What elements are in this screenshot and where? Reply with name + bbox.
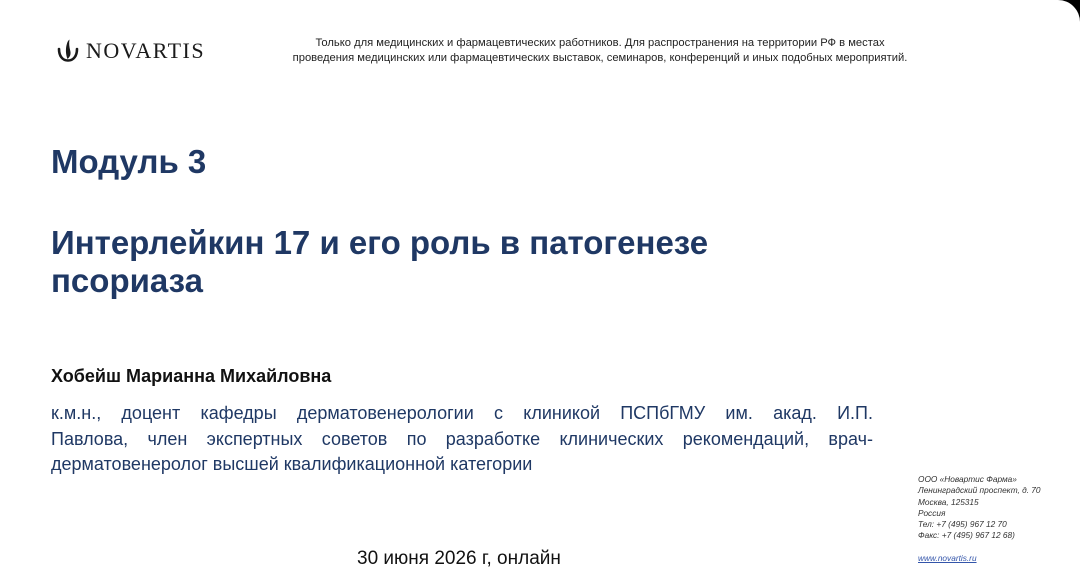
street-address: Ленинградский проспект, д. 70 — [918, 485, 1041, 496]
disclaimer — [240, 36, 960, 65]
title-line: Интерлейкин 17 и его роль в патогенезе — [51, 224, 709, 261]
company-address — [918, 474, 1041, 564]
disclaimer-line: проведения медицинских или фармацевтических выставок, семинаров, конференций и иных подобных мероприятий. — [292, 51, 908, 64]
bio-line: к.м.н., доцент кафедры дерматовенерологии с клиникой ПСПбГМУ им. акад. И.П. — [51, 403, 873, 423]
bio-line: дерматовенеролог высшей квалификационной категории — [51, 454, 533, 474]
author-bio — [51, 401, 873, 478]
country: Россия — [918, 507, 946, 518]
city: Москва, 125315 — [918, 496, 979, 507]
event-date: 30 июня 2026 г, онлайн — [357, 548, 561, 569]
title-line: псориаза — [51, 262, 203, 299]
novartis-flame-icon — [56, 38, 80, 64]
company-name: ООО «Новартис Фарма» — [918, 474, 1017, 484]
module-heading: Модуль 3 — [51, 143, 207, 180]
logo-text: NOVARTIS — [86, 38, 206, 63]
slide-title — [51, 224, 708, 300]
disclaimer-line: Только для медицинских и фармацевтических работников. Для распространения на территории РФ в местах — [315, 37, 885, 49]
author-name: Хобейш Марианна Михайловна — [51, 366, 332, 386]
website-link[interactable]: www.novartis.ru — [918, 552, 977, 563]
phone: Тел: +7 (495) 967 12 70 — [918, 519, 1007, 530]
bio-line: Павлова, член экспертных советов по разработке клинических рекомендаций, врач- — [51, 428, 873, 449]
fax: Факс: +7 (495) 967 12 68) — [918, 530, 1015, 541]
novartis-logo — [56, 38, 205, 64]
